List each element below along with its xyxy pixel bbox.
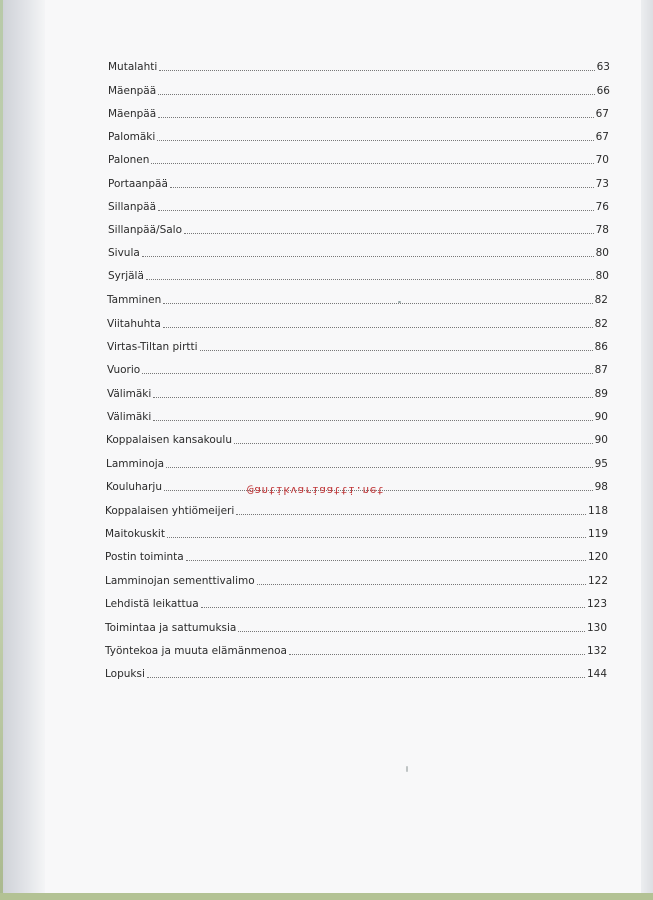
toc-entry — [106, 433, 608, 447]
toc-entry — [105, 574, 608, 588]
toc-entry-title: Toimintaa ja sattumuksia — [105, 622, 237, 634]
toc-entry-title: Työntekoa ja muuta elämänmenoa — [105, 645, 287, 657]
watermark: @antikvariaatti.net — [247, 484, 385, 497]
scan-edge-bottom — [0, 893, 653, 900]
toc-entry-title: Viitahuhta — [107, 318, 161, 330]
toc-entry — [108, 130, 609, 144]
toc-entry-page: 90 — [594, 411, 608, 423]
toc-entry-title: Välimäki — [107, 388, 152, 400]
toc-entry — [108, 84, 610, 98]
toc-entry — [107, 363, 608, 377]
toc-entry — [107, 410, 608, 424]
toc-entry-page: 67 — [595, 108, 609, 120]
toc-leader-dots — [153, 419, 592, 421]
toc-entry — [108, 153, 609, 167]
toc-entry — [105, 550, 608, 564]
toc-entry — [108, 200, 609, 214]
toc-entry — [105, 667, 607, 681]
toc-leader-dots — [166, 466, 593, 468]
toc-entry-page: 80 — [595, 247, 609, 259]
toc-entry-page: 82 — [594, 318, 608, 330]
toc-entry-title: Maitokuskit — [105, 528, 165, 540]
toc-leader-dots — [153, 396, 592, 398]
toc-entry-title: Lopuksi — [105, 668, 145, 680]
toc-entry — [108, 107, 609, 121]
toc-entry-page: 67 — [595, 131, 609, 143]
toc-entry-title: Sillanpää/Salo — [108, 224, 183, 236]
toc-entry-title: Mäenpää — [108, 108, 157, 120]
toc-leader-dots — [157, 139, 593, 141]
toc-leader-dots — [234, 442, 593, 444]
toc-entry-title: Kouluharju — [106, 481, 162, 493]
toc-entry — [107, 293, 608, 307]
toc-entry-title: Virtas-Tiltan pirtti — [107, 341, 198, 353]
toc-entry-title: Vuorio — [107, 364, 141, 376]
scan-speck — [406, 766, 408, 772]
toc-entry — [105, 644, 607, 658]
toc-entry — [107, 340, 608, 354]
toc-leader-dots — [289, 653, 585, 655]
toc-entry-title: Sivula — [108, 247, 140, 259]
toc-entry — [108, 60, 610, 74]
toc-entry-page: 132 — [586, 645, 607, 657]
toc-leader-dots — [158, 209, 594, 211]
toc-entry-page: 73 — [595, 178, 609, 190]
toc-entry-page: 119 — [587, 528, 608, 540]
toc-leader-dots — [184, 232, 594, 234]
toc-leader-dots — [146, 278, 594, 280]
toc-leader-dots — [163, 326, 593, 328]
toc-leader-dots — [159, 69, 594, 71]
toc-entry-page: 76 — [595, 201, 609, 213]
toc-leader-dots — [257, 583, 586, 585]
toc-entry-page: 122 — [587, 575, 608, 587]
toc-entry-title: Lehdistä leikattua — [105, 598, 199, 610]
toc-entry — [108, 246, 609, 260]
toc-entry-page: 123 — [586, 598, 607, 610]
toc-entry-title: Syrjälä — [108, 270, 144, 282]
toc-leader-dots — [163, 302, 592, 304]
toc-entry-title: Mäenpää — [108, 85, 157, 97]
toc-entry-page: 95 — [594, 458, 608, 470]
toc-entry-page: 90 — [594, 434, 608, 446]
toc-entry-title: Postin toiminta — [105, 551, 184, 563]
toc-entry-title: Koppalaisen kansakoulu — [106, 434, 232, 446]
toc-entry — [105, 527, 608, 541]
toc-entry — [108, 269, 609, 283]
scan-speck — [398, 301, 401, 303]
toc-entry — [108, 177, 609, 191]
toc-leader-dots — [142, 255, 594, 257]
toc-entry-title: Koppalaisen yhtiömeijeri — [105, 505, 235, 517]
toc-leader-dots — [151, 162, 593, 164]
page-right-edge — [641, 0, 653, 893]
toc-leader-dots — [201, 606, 585, 608]
toc-entry-title: Välimäki — [107, 411, 152, 423]
toc-leader-dots — [238, 630, 585, 632]
toc-entry-page: 89 — [594, 388, 608, 400]
toc-leader-dots — [186, 559, 586, 561]
toc-entry-page: 87 — [594, 364, 608, 376]
toc-entry-title: Lamminoja — [106, 458, 165, 470]
toc-entry-title: Palomäki — [108, 131, 156, 143]
toc-entry-page: 144 — [586, 668, 607, 680]
toc-entry — [108, 223, 609, 237]
toc-entry — [105, 504, 608, 518]
toc-entry-page: 78 — [595, 224, 609, 236]
toc-entry-title: Sillanpää — [108, 201, 157, 213]
toc-entry-page: 80 — [595, 270, 609, 282]
toc-entry-title: Lamminojan sementtivalimo — [105, 575, 255, 587]
toc-entry-page: 82 — [594, 294, 608, 306]
toc-entry-title: Mutalahti — [108, 61, 158, 73]
toc-entry-page: 118 — [587, 505, 608, 517]
toc-leader-dots — [200, 349, 593, 351]
toc-entry-page: 86 — [594, 341, 608, 353]
toc-entry — [107, 387, 608, 401]
toc-entry-title: Portaanpää — [108, 178, 168, 190]
toc-entry — [105, 621, 607, 635]
toc-entry-page: 63 — [596, 61, 610, 73]
toc-leader-dots — [158, 116, 593, 118]
toc-leader-dots — [170, 186, 594, 188]
toc-entry-title: Tamminen — [107, 294, 162, 306]
toc-leader-dots — [236, 513, 586, 515]
toc-entry-page: 66 — [596, 85, 610, 97]
toc-entry-page: 130 — [586, 622, 607, 634]
toc-entry — [107, 317, 608, 331]
scan-shadow — [3, 0, 45, 893]
toc-entry-page: 70 — [595, 154, 609, 166]
toc-entry — [106, 457, 608, 471]
toc-leader-dots — [142, 372, 592, 374]
toc-entry-page: 98 — [594, 481, 608, 493]
toc-entry-page: 120 — [587, 551, 608, 563]
toc-leader-dots — [147, 676, 585, 678]
toc-leader-dots — [167, 536, 586, 538]
toc-entry-title: Palonen — [108, 154, 150, 166]
toc-leader-dots — [158, 93, 594, 95]
toc-entry — [105, 597, 607, 611]
